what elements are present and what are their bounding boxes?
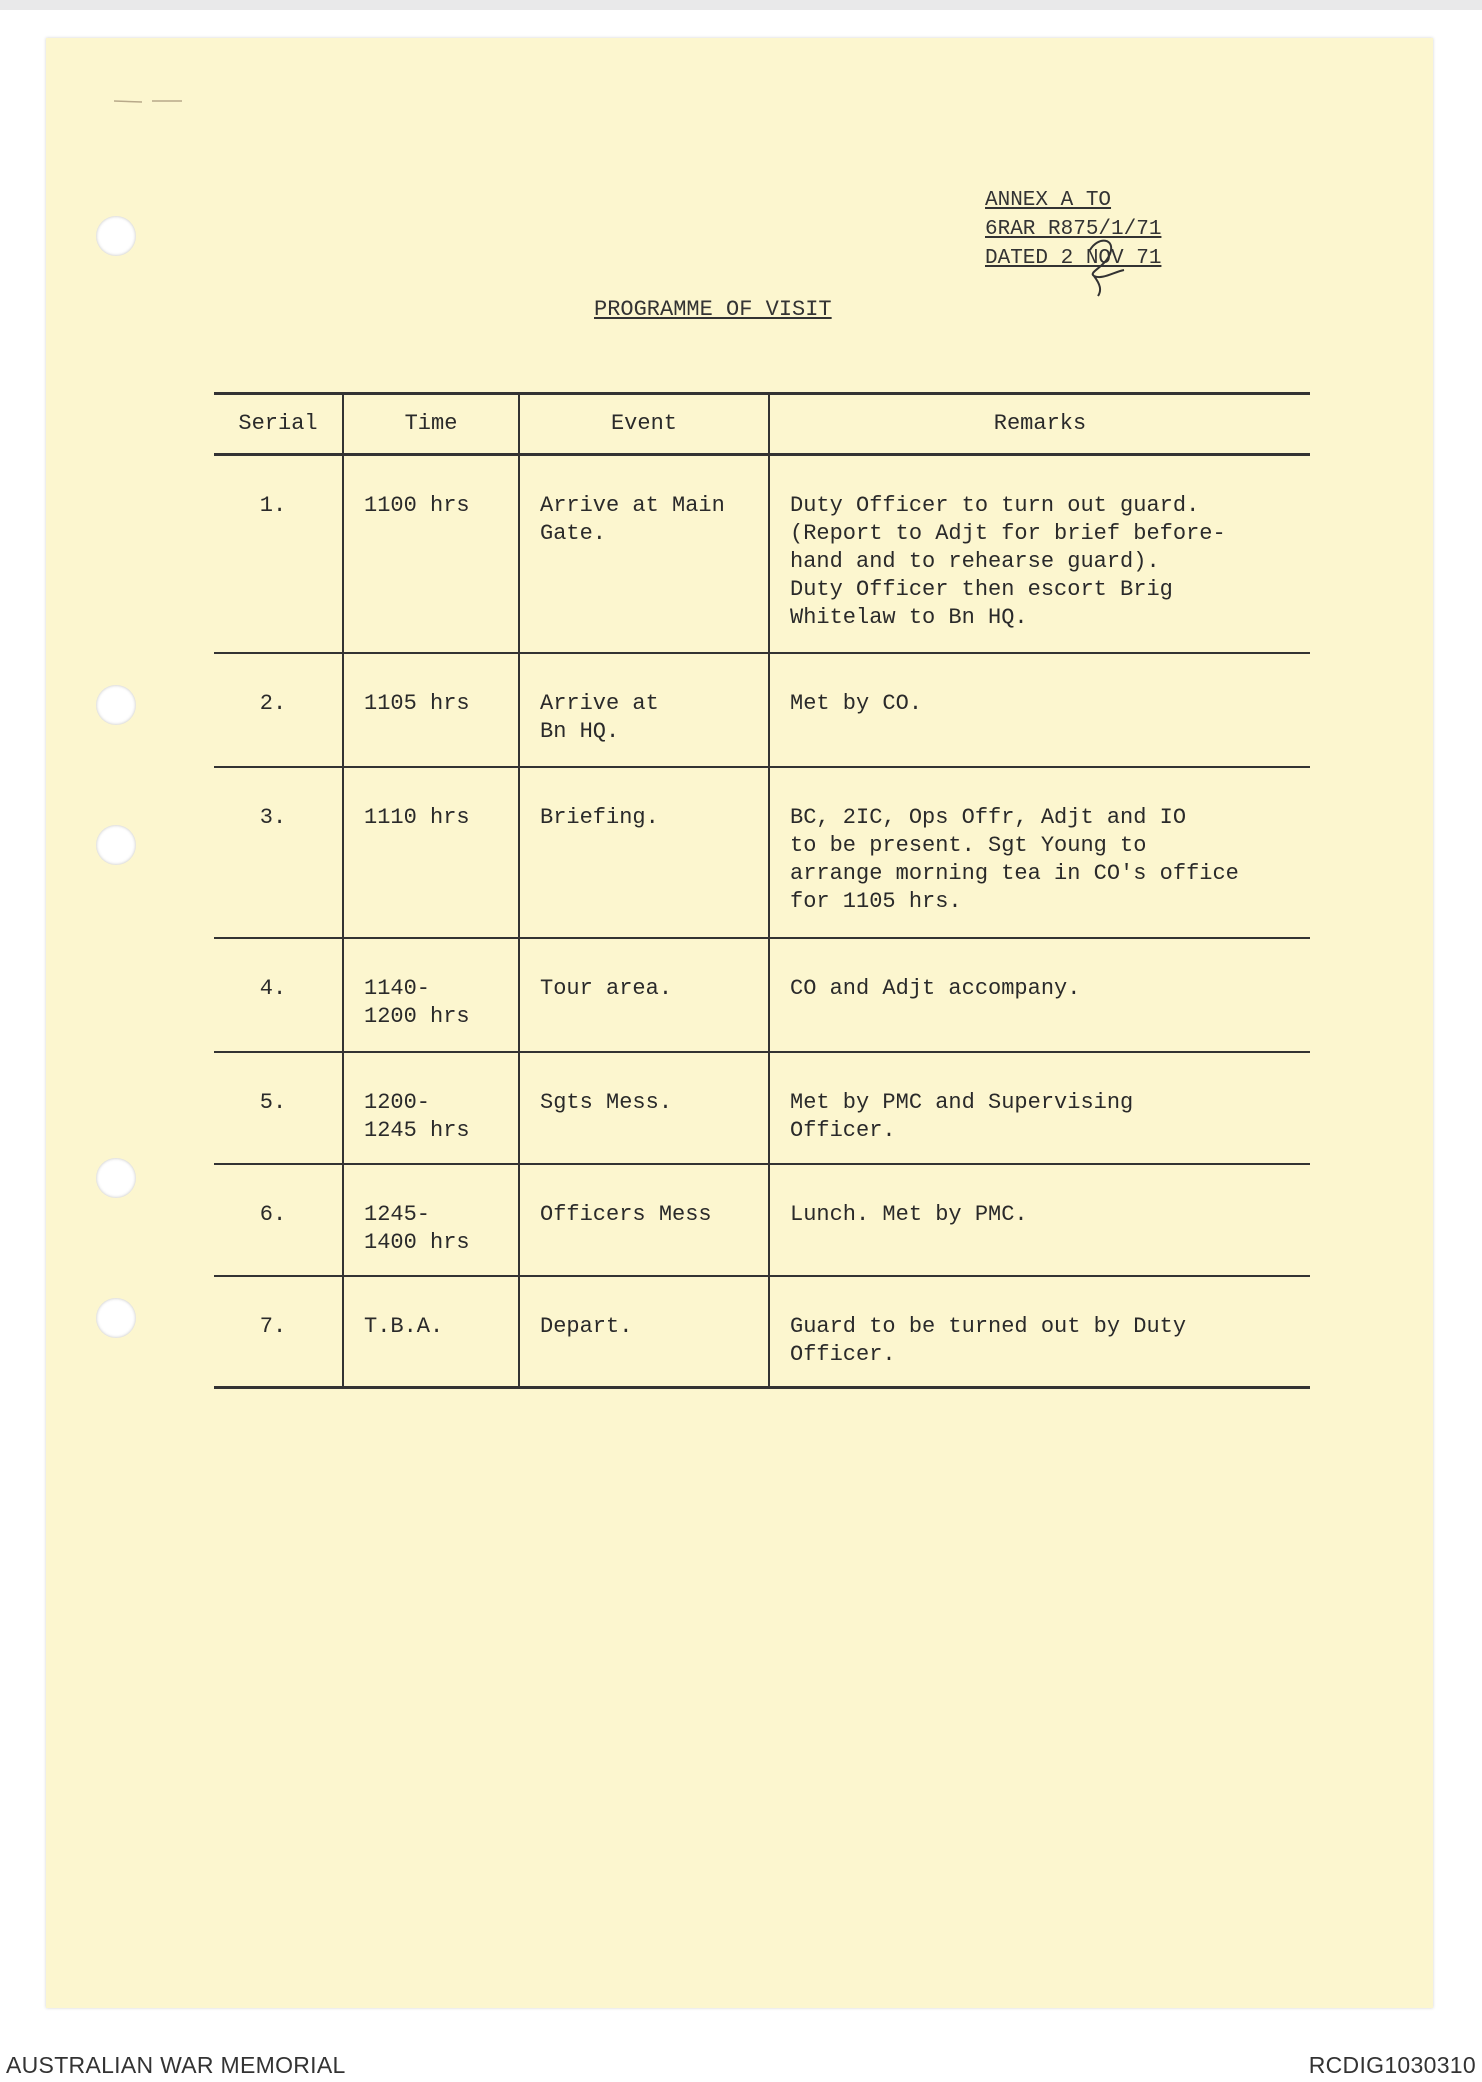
event-cell: Sgts Mess. <box>519 1052 769 1164</box>
table-row <box>214 938 1310 1052</box>
annex-line-1: ANNEX A TO <box>985 189 1112 212</box>
table-header-row <box>214 394 1310 455</box>
table-row <box>214 767 1310 938</box>
annex-line-3: DATED 2 NOV 71 <box>985 247 1162 270</box>
punch-hole <box>96 1158 136 1198</box>
header-remarks: Remarks <box>769 394 1310 455</box>
punch-hole <box>96 825 136 865</box>
serial-cell: 7. <box>214 1276 343 1388</box>
punch-hole <box>96 216 136 256</box>
event-cell: Arrive at Bn HQ. <box>519 653 769 767</box>
remarks-cell: Guard to be turned out by Duty Officer. <box>769 1276 1310 1388</box>
time-cell: T.B.A. <box>343 1276 519 1388</box>
time-cell: 1200- 1245 hrs <box>343 1052 519 1164</box>
time-cell: 1140- 1200 hrs <box>343 938 519 1052</box>
serial-cell: 4. <box>214 938 343 1052</box>
pencil-mark <box>112 95 232 107</box>
remarks-cell: BC, 2IC, Ops Offr, Adjt and IO to be present. Sgt Young to arrange morning tea in CO's office for 1105 hrs. <box>769 767 1310 938</box>
punch-hole <box>96 685 136 725</box>
time-cell: 1105 hrs <box>343 653 519 767</box>
serial-cell: 1. <box>214 455 343 653</box>
programme-table <box>214 392 1310 1389</box>
header-serial: Serial <box>214 394 343 455</box>
serial-cell: 3. <box>214 767 343 938</box>
event-cell: Tour area. <box>519 938 769 1052</box>
handwritten-date-mark <box>1080 232 1140 302</box>
event-cell: Officers Mess <box>519 1164 769 1276</box>
page-title: PROGRAMME OF VISIT <box>594 297 832 322</box>
table-row <box>214 1052 1310 1164</box>
remarks-cell: Met by CO. <box>769 653 1310 767</box>
serial-cell: 2. <box>214 653 343 767</box>
remarks-cell: Lunch. Met by PMC. <box>769 1164 1310 1276</box>
annex-line-2: 6RAR R875/1/71 <box>985 218 1162 241</box>
time-cell: 1110 hrs <box>343 767 519 938</box>
time-cell: 1245- 1400 hrs <box>343 1164 519 1276</box>
punch-hole <box>96 1298 136 1338</box>
remarks-cell: Duty Officer to turn out guard. (Report to Adjt for brief before- hand and to rehearse guard). Duty Officer then escort Brig Whitelaw to Bn HQ. <box>769 455 1310 653</box>
table-row <box>214 653 1310 767</box>
event-cell: Arrive at Main Gate. <box>519 455 769 653</box>
header-time: Time <box>343 394 519 455</box>
footer-id: RCDIG1030310 <box>1308 2052 1476 2078</box>
serial-cell: 6. <box>214 1164 343 1276</box>
table-row <box>214 1164 1310 1276</box>
top-edge <box>0 0 1482 10</box>
remarks-cell: CO and Adjt accompany. <box>769 938 1310 1052</box>
event-cell: Briefing. <box>519 767 769 938</box>
table-row <box>214 1276 1310 1388</box>
event-cell: Depart. <box>519 1276 769 1388</box>
table-row <box>214 455 1310 653</box>
remarks-cell: Met by PMC and Supervising Officer. <box>769 1052 1310 1164</box>
serial-cell: 5. <box>214 1052 343 1164</box>
time-cell: 1100 hrs <box>343 455 519 653</box>
footer-source: AUSTRALIAN WAR MEMORIAL <box>6 2052 346 2078</box>
header-event: Event <box>519 394 769 455</box>
